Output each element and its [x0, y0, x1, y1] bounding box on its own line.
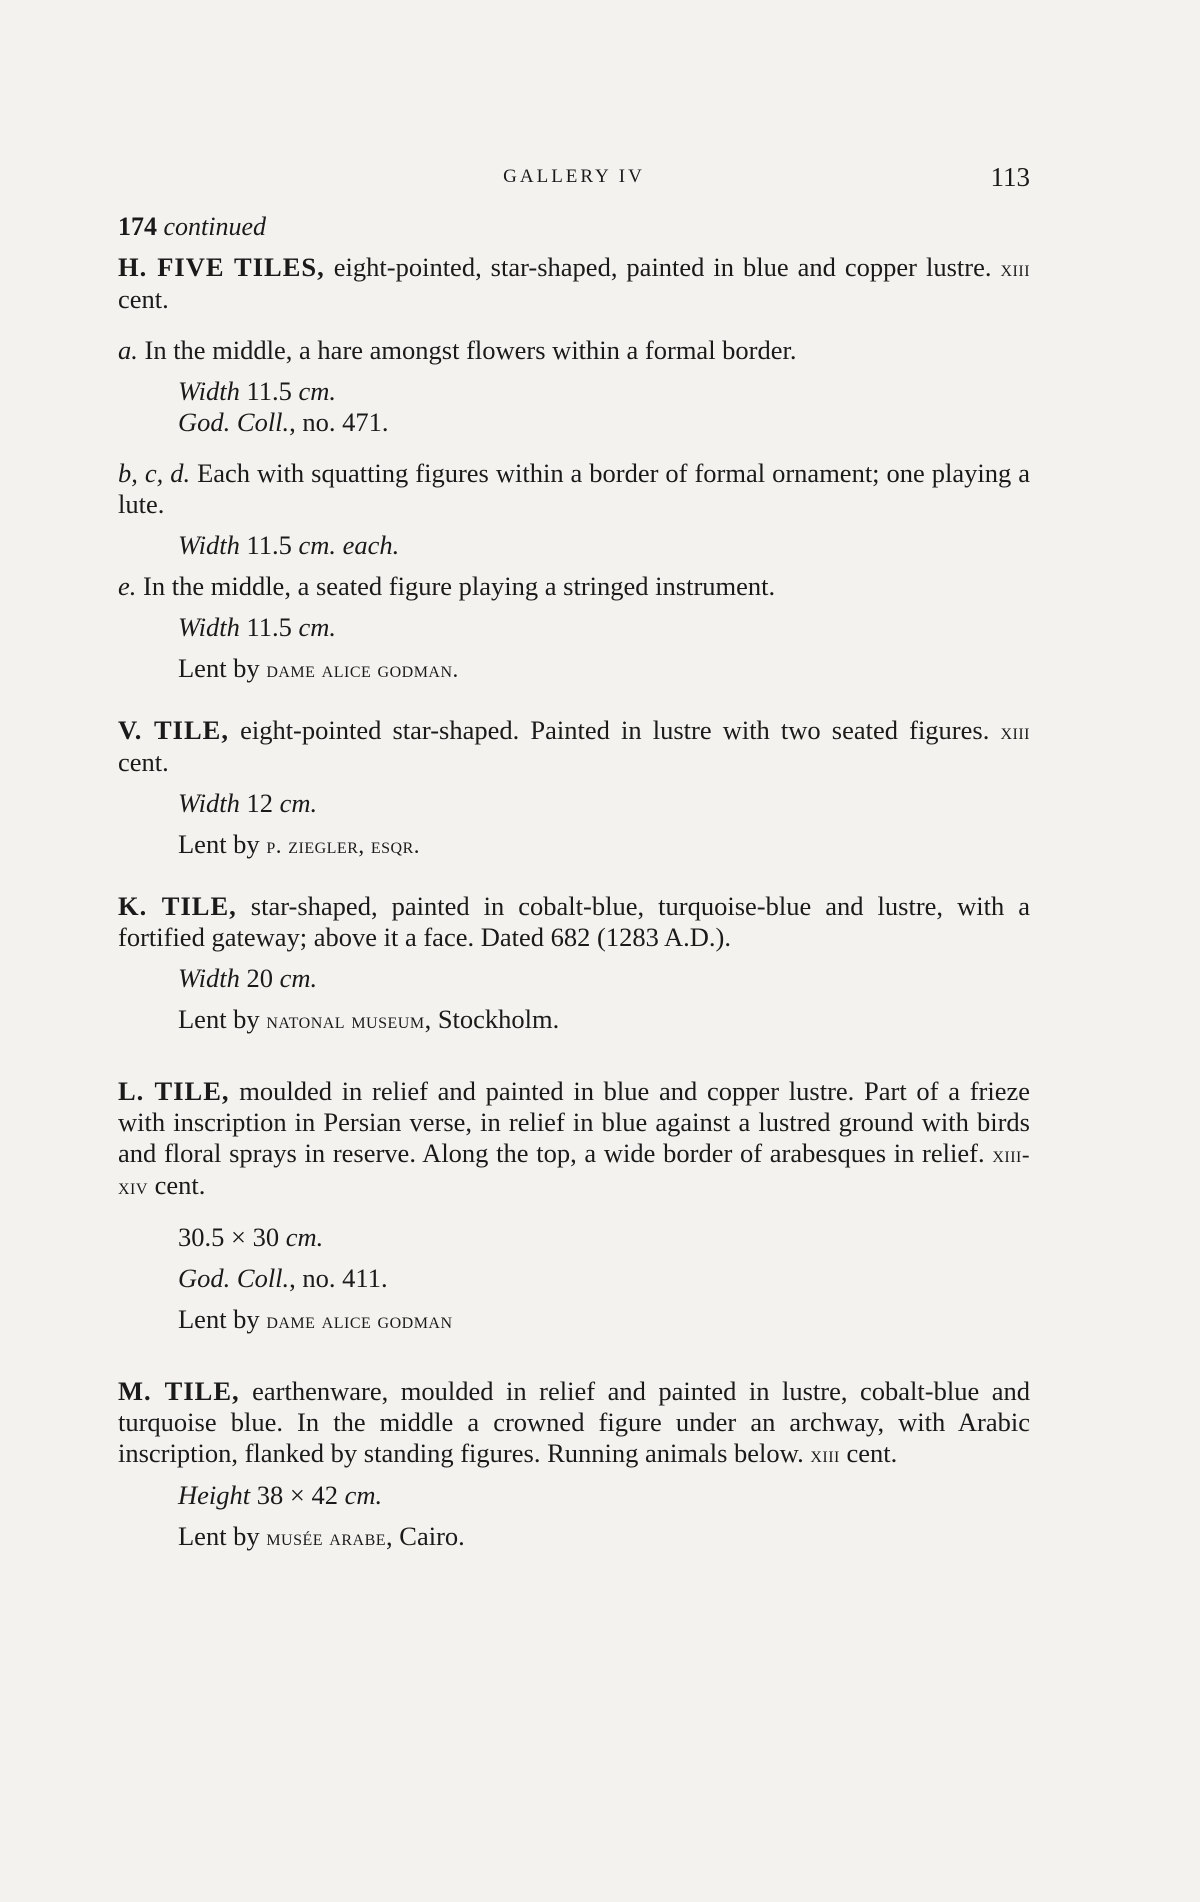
page-number: 113 — [990, 162, 1030, 192]
width-unit: cm. — [298, 376, 337, 406]
continued-heading — [118, 210, 1030, 244]
dimensions-unit: cm. — [285, 1222, 324, 1252]
running-title: GALLERY IV — [503, 166, 645, 187]
collection-number: , no. 471. — [289, 407, 389, 437]
entry-v-width — [118, 788, 1030, 819]
collection-number: , no. 411. — [289, 1263, 388, 1293]
entry-h-century: xiii — [1000, 256, 1031, 281]
entry-k-lender — [118, 1004, 1030, 1036]
entry-h-a-letter: a. — [118, 335, 138, 365]
entry-h-bcd-width — [118, 530, 1030, 561]
century-suffix: cent. — [839, 1438, 898, 1468]
entry-k-width — [118, 963, 1030, 994]
height-value: 38 × 42 — [250, 1480, 345, 1510]
width-label: Width — [178, 963, 240, 993]
lender-name: dame alice godman — [266, 1308, 453, 1333]
entry-v-label: V. TILE, — [118, 715, 229, 745]
entry-v-desc: eight-pointed star-shaped. Painted in lustre with two seated figures. — [228, 715, 990, 745]
entry-l-lender — [118, 1304, 1030, 1336]
lender-name: p. ziegler, esqr. — [266, 833, 421, 858]
entry-k-description — [118, 891, 1030, 953]
entry-h-bcd — [118, 458, 1030, 520]
collection-label: God. Coll. — [178, 1263, 290, 1293]
entry-h-e-text: In the middle, a seated figure playing a stringed instrument. — [136, 571, 776, 601]
catalogue-content — [118, 210, 1030, 1553]
entry-h-lender — [118, 653, 1030, 685]
lender-place: , Stockholm. — [424, 1004, 560, 1034]
entry-h-label: H. FIVE TILES, — [118, 252, 325, 282]
entry-l-collection — [118, 1263, 1030, 1294]
dimensions-value: 30.5 × 30 — [178, 1222, 286, 1252]
lender-name: dame alice godman. — [266, 657, 459, 682]
width-unit: cm. — [279, 788, 318, 818]
entry-h-century-suffix: cent. — [118, 284, 169, 314]
width-label: Width — [178, 612, 240, 642]
lent-prefix: Lent by — [178, 653, 267, 683]
entry-v-lender — [118, 829, 1030, 861]
entry-h-e — [118, 571, 1030, 602]
entry-v-century: xiii — [1000, 719, 1030, 744]
entry-h-bcd-letters: b, c, d. — [118, 458, 191, 488]
continued-number: 174 — [118, 212, 157, 241]
entry-l-desc: moulded in relief and painted in blue and copper lustre. Part of a frieze with inscription in Persian verse, in relief in blue against a lustred ground with birds and floral sprays in reserve. Along the top, a wide border of arabesques in relief. — [118, 1076, 1030, 1168]
century-suffix: cent. — [147, 1170, 206, 1200]
lent-prefix: Lent by — [178, 829, 267, 859]
width-unit: cm. — [298, 612, 337, 642]
width-value: 20 — [239, 963, 280, 993]
entry-h-description — [118, 252, 1030, 315]
entry-h-desc: eight-pointed, star-shaped, painted in blue and copper lustre. — [333, 252, 992, 282]
entry-m-description — [118, 1376, 1030, 1470]
width-unit: cm. — [279, 963, 318, 993]
entry-m-height — [118, 1480, 1030, 1511]
entry-m-label: M. TILE, — [118, 1376, 240, 1406]
lent-prefix: Lent by — [178, 1521, 267, 1551]
entry-k-desc: star-shaped, painted in cobalt-blue, turquoise-blue and lustre, with a fortified gateway; above it a face. Dated 682 (1283 A.D.). — [118, 891, 1030, 952]
lender-place: , Cairo. — [386, 1521, 465, 1551]
entry-h-a — [118, 335, 1030, 366]
entry-l-description — [118, 1076, 1030, 1202]
lent-prefix: Lent by — [178, 1304, 267, 1334]
width-unit: cm. each. — [298, 530, 400, 560]
height-unit: cm. — [344, 1480, 383, 1510]
width-value: 12 — [239, 788, 280, 818]
entry-m-lender — [118, 1521, 1030, 1553]
entry-m-desc: earthenware, moulded in relief and painted in lustre, cobalt-blue and turquoise blue. In the middle a crowned figure under an archway, with Arabic inscription, flanked by standing figures. Running animals below. — [118, 1376, 1030, 1468]
continued-label: continued — [163, 212, 267, 241]
lender-name: natonal museum — [266, 1008, 425, 1033]
height-label: Height — [178, 1480, 251, 1510]
entry-h-a-collection — [118, 407, 1030, 438]
width-value: 11.5 — [239, 612, 299, 642]
width-label: Width — [178, 376, 240, 406]
running-head — [118, 162, 1030, 192]
entry-h-a-text: In the middle, a hare amongst flowers within a formal border. — [137, 335, 797, 365]
lender-name: musée arabe — [266, 1525, 387, 1550]
entry-h-a-width — [118, 376, 1030, 407]
entry-h-e-width — [118, 612, 1030, 643]
collection-label: God. Coll. — [178, 407, 290, 437]
width-value: 11.5 — [239, 530, 299, 560]
width-label: Width — [178, 788, 240, 818]
entry-k-label: K. TILE, — [118, 891, 237, 921]
entry-h-e-letter: e. — [118, 571, 137, 601]
entry-l-label: L. TILE, — [118, 1076, 230, 1106]
entry-l-dimensions — [118, 1222, 1030, 1253]
width-label: Width — [178, 530, 240, 560]
entry-l-century: xiii-xiv — [118, 1142, 1031, 1199]
lent-prefix: Lent by — [178, 1004, 267, 1034]
entry-m-century: xiii — [810, 1442, 840, 1467]
entry-h-bcd-text: Each with squatting figures within a border of formal ornament; one playing a lute. — [118, 458, 1030, 519]
entry-v-description — [118, 715, 1030, 778]
width-value: 11.5 — [239, 376, 299, 406]
century-suffix: cent. — [118, 747, 169, 777]
